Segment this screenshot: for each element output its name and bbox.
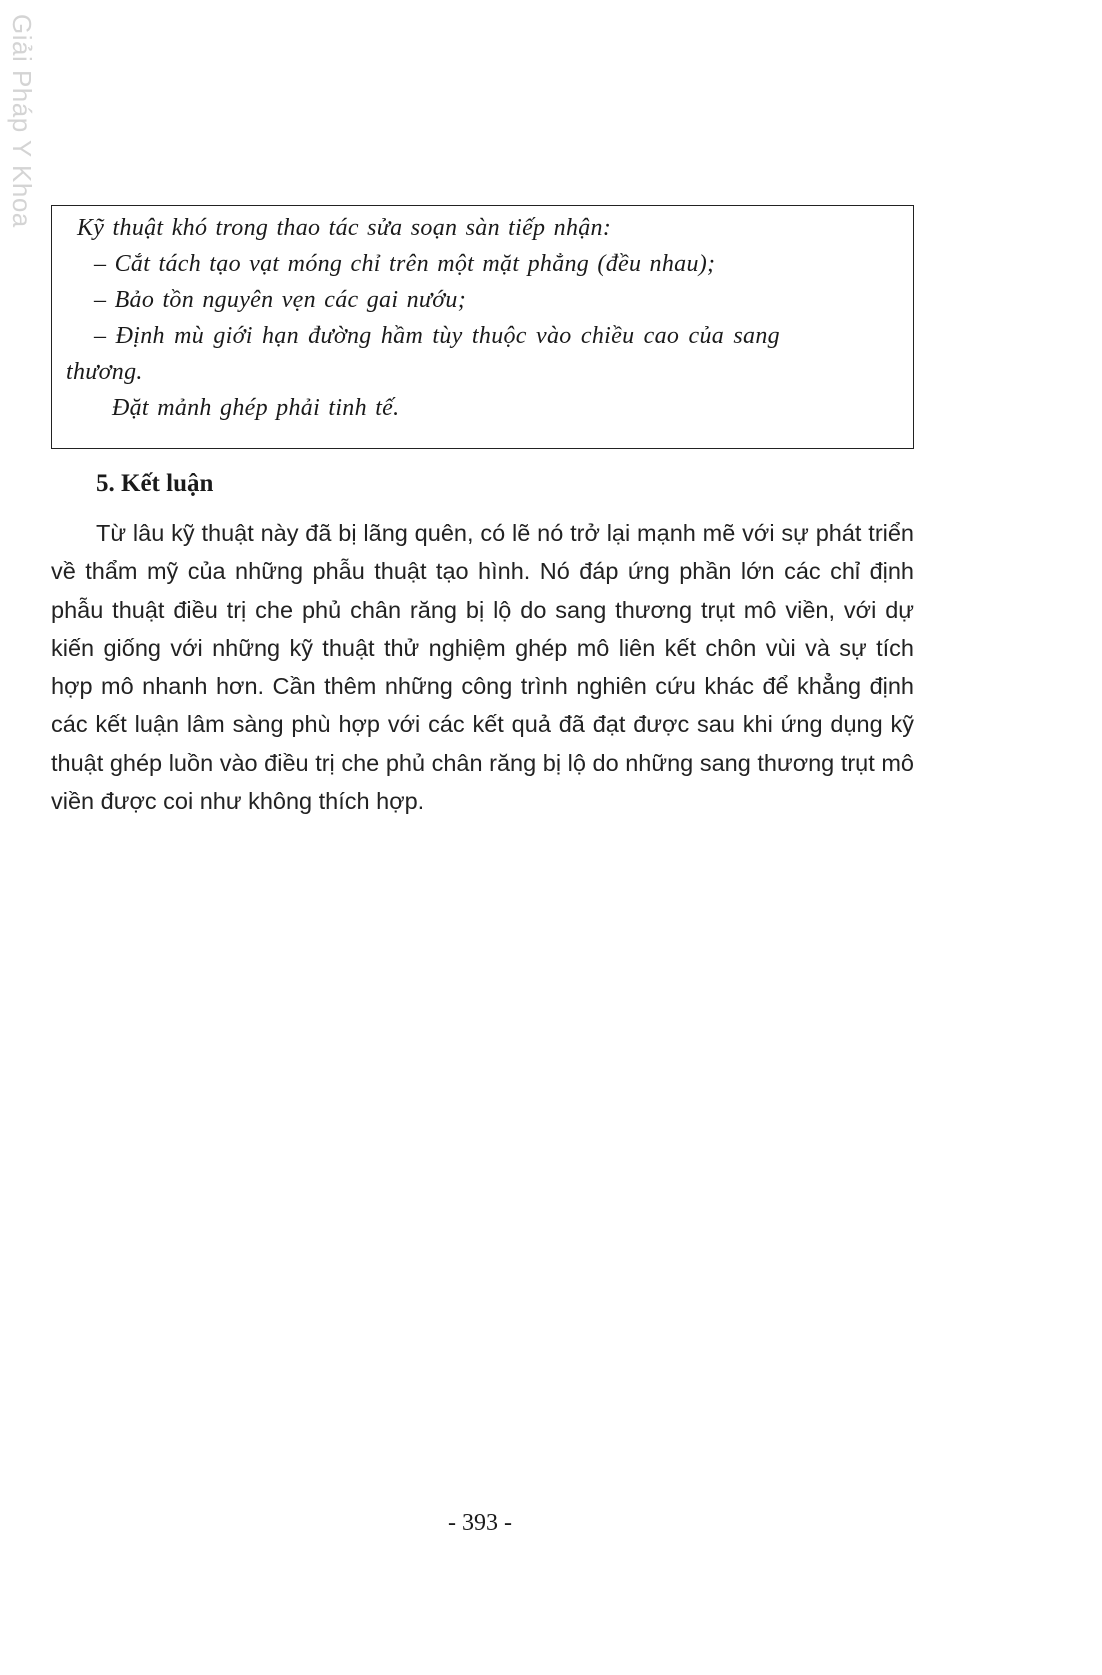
conclusion-paragraph: Từ lâu kỹ thuật này đã bị lãng quên, có lẽ nó trở lại mạnh mẽ với sự phát triển về thẩm mỹ của những phẫu thuật tạo hình. Nó đáp ứng phần lớn các chỉ định phẫu thuật điều trị che phủ chân răng bị lộ do sang thương trụt mô viền, với dự kiến giống với những kỹ thuật thử nghiệm ghép mô liên kết chôn vùi và sự tích hợp mô nhanh hơn. Cần thêm những công trình nghiên cứu khác để khẳng định các kết luận lâm sàng phù hợp với các kết quả đã đạt được sau khi ứng dụng kỹ thuật ghép luồn vào điều trị che phủ chân răng bị lộ do những sang thương trụt mô viền được coi như không thích hợp.: [51, 520, 914, 815]
box-intro: Kỹ thuật khó trong thao tác sửa soạn sàn tiếp nhận:: [77, 215, 612, 241]
box-note: Đặt mảnh ghép phải tinh tế.: [112, 395, 400, 421]
page-number: - 393 -: [448, 1510, 512, 1536]
section-heading: 5. Kết luận: [96, 470, 214, 497]
watermark-text: Giải Pháp Y Khoa: [7, 14, 37, 228]
box-item-1: – Cắt tách tạo vạt móng chỉ trên một mặt phẳng (đều nhau);: [94, 251, 716, 277]
watermark: [2, 14, 38, 234]
box-item-2: – Bảo tồn nguyên vẹn các gai nướu;: [94, 287, 467, 313]
box-item-3: – Định mù giới hạn đường hầm tùy thuộc vào chiều cao của sang: [94, 323, 780, 349]
technique-note-box: [51, 205, 914, 449]
box-item-3-continued: thương.: [66, 359, 143, 385]
